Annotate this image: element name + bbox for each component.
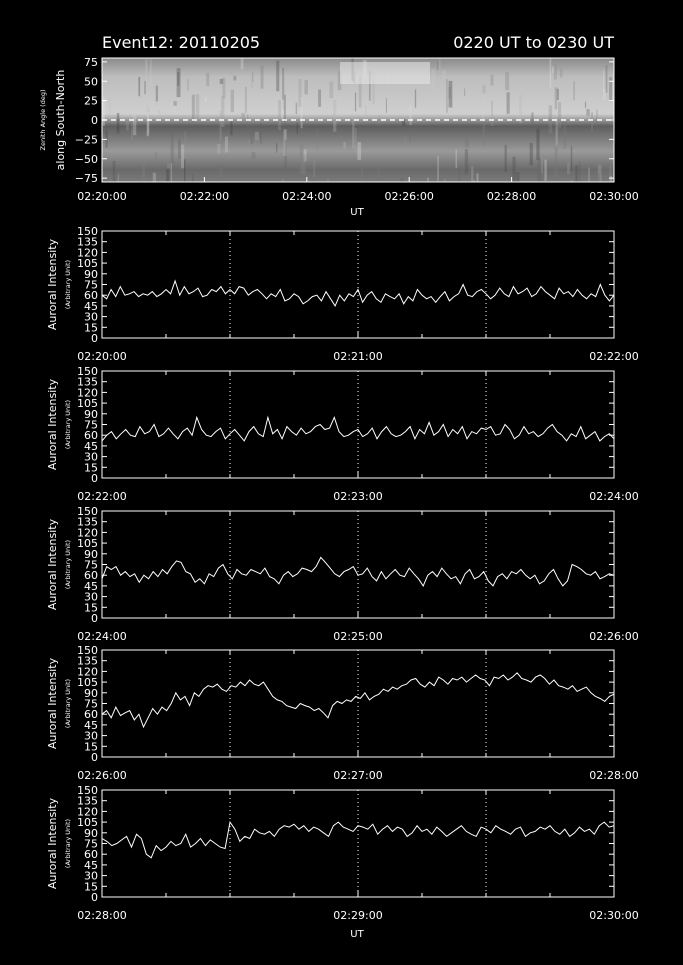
keogram-streak <box>343 142 346 149</box>
keogram-streak <box>117 113 119 133</box>
ytick-label: 60 <box>84 429 98 443</box>
ytick-label: 30 <box>84 869 98 883</box>
keogram-streak <box>166 169 169 181</box>
keogram-streak <box>464 88 465 96</box>
keogram-streak <box>241 58 244 69</box>
xtick-label: 02:22:00 <box>589 350 639 363</box>
ytick-label: 150 <box>77 644 98 657</box>
xtick-label: 02:30:00 <box>589 909 639 922</box>
keogram-streak <box>415 89 416 107</box>
intensity-panel-2 <box>46 365 639 503</box>
keogram-streak <box>166 156 167 161</box>
keogram-xtick-label: 02:30:00 <box>589 190 639 203</box>
keogram-streak <box>437 156 439 181</box>
keogram-streak <box>276 143 277 152</box>
ytick-label: 45 <box>84 858 98 872</box>
keogram-streak <box>530 143 533 165</box>
keogram-streak <box>233 76 236 81</box>
keogram-streak <box>103 97 105 126</box>
ytick-label: 45 <box>84 299 98 313</box>
keogram-streak <box>563 122 566 149</box>
keogram-streak <box>465 149 468 174</box>
keogram-streak <box>573 81 575 100</box>
keogram-streak <box>516 172 519 182</box>
xtick-label: 02:26:00 <box>589 630 639 643</box>
keogram-streak <box>297 122 298 133</box>
keogram-streak <box>379 115 380 124</box>
ytick-label: 105 <box>77 397 98 411</box>
ytick-label: 120 <box>77 386 98 400</box>
keogram-streak <box>439 59 440 80</box>
ytick-label: 90 <box>84 826 98 840</box>
keogram-streak <box>355 93 356 112</box>
keogram-streak <box>544 160 546 181</box>
keogram-streak <box>557 89 559 100</box>
keogram-streak <box>357 142 361 160</box>
keogram-streak <box>278 100 281 130</box>
keogram-streak <box>231 90 234 112</box>
keogram-streak <box>483 123 486 145</box>
ylabel: Auroral Intensity <box>46 378 59 471</box>
keogram-streak <box>204 97 207 102</box>
keogram-streak <box>317 130 318 153</box>
keogram-streak <box>150 60 151 86</box>
keogram-streak <box>555 87 557 109</box>
ytick-label: 0 <box>91 751 98 764</box>
ylabel: Auroral Intensity <box>46 518 59 611</box>
ytick-label: 90 <box>84 407 98 421</box>
keogram-streak <box>187 79 188 91</box>
keogram-streak <box>606 65 608 93</box>
xtick-label: 02:29:00 <box>333 909 383 922</box>
keogram-streak <box>318 90 321 107</box>
ytick-label: 90 <box>84 547 98 561</box>
intensity-panel-1 <box>46 225 639 363</box>
keogram-streak <box>313 159 315 177</box>
keogram-streak <box>300 144 304 174</box>
keogram-streak <box>276 61 279 92</box>
keogram-streak <box>177 68 181 97</box>
intensity-panels <box>46 225 639 940</box>
keogram-ytick-label: −50 <box>74 152 98 166</box>
ytick-label: 105 <box>77 257 98 271</box>
keogram-streak <box>471 166 473 182</box>
ylabel-small: (Arbitrary Unit) <box>64 818 72 869</box>
keogram-streak <box>554 64 557 79</box>
ytick-label: 90 <box>84 267 98 281</box>
ytick-label: 45 <box>84 439 98 453</box>
keogram-streak <box>537 158 541 182</box>
intensity-xlabel: UT <box>350 929 364 940</box>
xtick-label: 02:26:00 <box>77 769 127 782</box>
keogram-bright-patch <box>340 62 430 84</box>
ytick-label: 135 <box>77 654 98 668</box>
keogram-streak <box>221 96 224 127</box>
keogram-streak <box>192 174 193 182</box>
ytick-label: 15 <box>84 461 98 475</box>
ytick-label: 135 <box>77 235 98 249</box>
xtick-label: 02:24:00 <box>77 630 127 643</box>
keogram-streak <box>109 98 110 117</box>
keogram-streak <box>147 112 149 136</box>
ytick-label: 15 <box>84 601 98 615</box>
keogram-xtick-label: 02:22:00 <box>179 190 230 203</box>
ytick-label: 75 <box>84 418 98 432</box>
keogram-streak <box>556 120 558 145</box>
ytick-label: 135 <box>77 515 98 529</box>
keogram-streak <box>571 146 572 170</box>
ytick-label: 60 <box>84 289 98 303</box>
ytick-label: 0 <box>91 332 98 345</box>
keogram-streak <box>185 131 186 145</box>
keogram-xtick-label: 02:28:00 <box>486 190 537 203</box>
keogram-streak <box>549 105 552 133</box>
keogram-streak <box>142 162 145 182</box>
ytick-label: 150 <box>77 365 98 378</box>
ytick-label: 15 <box>84 880 98 894</box>
keogram-streak <box>560 69 563 78</box>
intensity-panel-5 <box>46 784 639 922</box>
keogram-streak <box>446 79 448 113</box>
keogram-streak <box>167 164 170 169</box>
keogram-streak <box>261 66 264 89</box>
xtick-label: 02:20:00 <box>77 350 127 363</box>
intensity-panel-3 <box>46 505 639 643</box>
keogram-streak <box>512 157 515 182</box>
ylabel-small: (Arbitrary Unit) <box>64 678 72 729</box>
keogram-streak <box>220 111 222 141</box>
keogram-streak <box>519 95 522 123</box>
event-title: Event12: 20110205 <box>102 33 261 52</box>
ytick-label: 60 <box>84 708 98 722</box>
ytick-label: 75 <box>84 697 98 711</box>
ylabel-small: (Arbitrary Unit) <box>64 399 72 450</box>
xtick-label: 02:23:00 <box>333 490 383 503</box>
keogram-streak <box>505 145 507 172</box>
keogram-ytick-label: −75 <box>74 172 98 186</box>
keogram-streak <box>304 80 307 94</box>
keogram-streak <box>174 101 177 106</box>
keogram-streak <box>281 99 283 118</box>
keogram-streak <box>465 134 469 148</box>
keogram-xlabel: UT <box>350 207 364 218</box>
keogram-streak <box>301 97 303 129</box>
ytick-label: 0 <box>91 472 98 485</box>
ytick-label: 120 <box>77 665 98 679</box>
ylabel-small: (Arbitrary Unit) <box>64 539 72 590</box>
keogram-streak <box>404 136 406 143</box>
keogram-streak <box>118 174 119 182</box>
keogram-streak <box>196 94 200 119</box>
keogram-streak <box>429 103 431 109</box>
keogram-streak <box>355 128 356 153</box>
ytick-label: 120 <box>77 526 98 540</box>
keogram-streak <box>153 173 156 182</box>
keogram-streak <box>552 66 554 73</box>
keogram-streak <box>285 140 287 170</box>
keogram-xtick-label: 02:20:00 <box>77 190 127 203</box>
ylabel: Auroral Intensity <box>46 238 59 331</box>
keogram-streak <box>131 120 133 140</box>
keogram-streak <box>155 79 156 106</box>
keogram-streak <box>531 112 533 124</box>
keogram-streak <box>409 105 411 125</box>
keogram-streak <box>442 70 446 80</box>
keogram-streak <box>155 152 157 158</box>
keogram-streak <box>477 173 479 182</box>
keogram-streak <box>507 92 510 114</box>
keogram-streak <box>361 167 362 182</box>
keogram-streak <box>230 121 232 135</box>
keogram-streak <box>550 58 552 87</box>
xtick-label: 02:27:00 <box>333 769 383 782</box>
intensity-series-line <box>102 822 614 858</box>
keogram-streak <box>171 163 172 182</box>
keogram-streak <box>171 131 174 164</box>
keogram-streak <box>206 73 209 86</box>
ytick-label: 105 <box>77 537 98 551</box>
keogram-streak <box>591 112 593 131</box>
keogram-streak <box>597 173 600 182</box>
intensity-series-line <box>102 281 614 306</box>
xtick-label: 02:21:00 <box>333 350 383 363</box>
ytick-label: 15 <box>84 740 98 754</box>
ytick-label: 120 <box>77 805 98 819</box>
ylabel-small: (Arbitrary Unit) <box>64 259 72 310</box>
keogram-streak <box>456 149 457 168</box>
keogram-ylabel: along South-North <box>54 69 67 171</box>
keogram-ytick-label: 25 <box>84 94 98 108</box>
keogram-streak <box>217 144 220 154</box>
ytick-label: 135 <box>77 794 98 808</box>
keogram-streak <box>386 98 387 113</box>
keogram-streak <box>145 59 147 80</box>
keogram-streak <box>586 109 589 116</box>
keogram-xtick-label: 02:24:00 <box>282 190 332 203</box>
keogram-streak <box>296 103 297 115</box>
keogram-streak <box>327 179 328 182</box>
ytick-label: 0 <box>91 612 98 625</box>
intensity-panel-4 <box>46 644 639 782</box>
ylabel: Auroral Intensity <box>46 797 59 890</box>
keogram-streak <box>588 167 590 182</box>
xtick-label: 02:22:00 <box>77 490 127 503</box>
keogram-streak <box>158 109 160 113</box>
keogram-streak <box>181 145 184 169</box>
keogram-streak <box>365 106 366 116</box>
keogram-streak <box>225 137 228 153</box>
ytick-label: 90 <box>84 686 98 700</box>
keogram-streak <box>482 85 485 93</box>
ytick-label: 45 <box>84 718 98 732</box>
ytick-label: 30 <box>84 310 98 324</box>
keogram-ytick-label: 0 <box>91 114 98 127</box>
keogram-streak <box>251 75 252 88</box>
keogram-streak <box>252 152 256 159</box>
ytick-label: 75 <box>84 837 98 851</box>
keogram-streak <box>178 139 180 159</box>
intensity-series-line <box>102 417 614 441</box>
keogram-streak <box>186 135 187 142</box>
keogram-streak <box>113 161 116 182</box>
ytick-label: 45 <box>84 579 98 593</box>
ytick-label: 105 <box>77 816 98 830</box>
keogram-streak <box>126 119 129 130</box>
keogram-streak <box>184 159 185 182</box>
keogram-streak <box>220 168 223 182</box>
xtick-label: 02:28:00 <box>589 769 639 782</box>
keogram-streak <box>250 126 253 145</box>
keogram-streak <box>220 79 223 84</box>
keogram-streak <box>482 92 483 119</box>
ytick-label: 0 <box>91 891 98 904</box>
keogram-streak <box>491 75 494 86</box>
keogram-streak <box>400 178 403 182</box>
keogram-streak <box>579 161 580 182</box>
keogram-streak <box>448 87 451 98</box>
xtick-label: 02:25:00 <box>333 630 383 643</box>
keogram-streak <box>377 168 380 182</box>
keogram-streak <box>567 163 570 175</box>
keogram-streak <box>555 148 558 179</box>
keogram-streak <box>610 176 612 182</box>
keogram-streak <box>491 101 493 126</box>
keogram-streak <box>144 81 145 94</box>
ytick-label: 30 <box>84 729 98 743</box>
keogram-streak <box>333 100 336 132</box>
keogram-streak <box>260 123 262 144</box>
keogram-streak <box>431 69 435 92</box>
xtick-label: 02:24:00 <box>589 490 639 503</box>
keogram-streak <box>505 72 509 90</box>
ytick-label: 150 <box>77 225 98 238</box>
ytick-label: 15 <box>84 321 98 335</box>
keogram-streak <box>255 132 259 140</box>
keogram-streak <box>410 134 411 142</box>
keogram-streak <box>585 102 586 108</box>
keogram-xtick-label: 02:26:00 <box>384 190 434 203</box>
time-range: 0220 UT to 0230 UT <box>453 33 614 52</box>
keogram-ylabel-small: Zenith Angle (deg) <box>39 89 47 151</box>
keogram-streak <box>575 165 577 182</box>
keogram-streak <box>329 81 333 98</box>
keogram-ytick-label: −25 <box>74 133 98 147</box>
ytick-label: 105 <box>77 676 98 690</box>
keogram-streak <box>245 87 247 113</box>
xtick-label: 02:28:00 <box>77 909 127 922</box>
keogram-streak <box>247 114 248 140</box>
keogram-streak <box>603 70 604 93</box>
ytick-label: 60 <box>84 569 98 583</box>
keogram-panel <box>39 56 639 218</box>
keogram-streak <box>558 102 561 128</box>
ytick-label: 30 <box>84 450 98 464</box>
ytick-label: 60 <box>84 848 98 862</box>
ytick-label: 120 <box>77 246 98 260</box>
keogram-streak <box>437 60 438 69</box>
ytick-label: 135 <box>77 375 98 389</box>
keogram-streak <box>229 66 231 74</box>
keogram-streak <box>458 167 460 182</box>
ytick-label: 30 <box>84 590 98 604</box>
ytick-label: 75 <box>84 278 98 292</box>
keogram-streak <box>352 116 354 148</box>
keogram-ytick-label: 75 <box>84 55 98 69</box>
keogram-streak <box>138 77 140 96</box>
keogram-streak <box>536 129 539 160</box>
keogram-streak <box>133 115 136 136</box>
keogram-ytick-label: 50 <box>84 75 98 89</box>
ytick-label: 150 <box>77 505 98 518</box>
ytick-label: 150 <box>77 784 98 797</box>
keogram-streak <box>427 177 429 182</box>
ytick-label: 75 <box>84 558 98 572</box>
ylabel: Auroral Intensity <box>46 657 59 750</box>
keogram-streak <box>192 95 195 123</box>
